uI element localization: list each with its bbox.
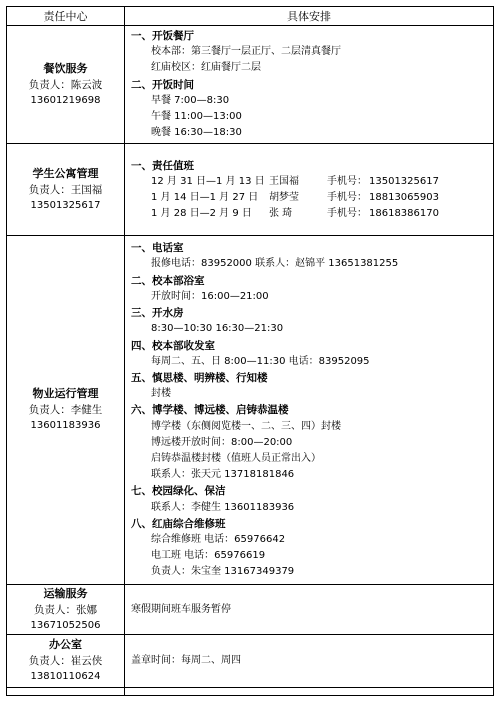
detail-line: 负责人：朱宝奎 13167349379 (151, 566, 295, 578)
detail-line: 午餐 11:00—13:00 (151, 111, 242, 123)
section-heading: 二、校本部浴室 (131, 274, 205, 287)
detail-line: 电工班 电话：65976619 (151, 550, 266, 562)
detail-line: 晚餐 16:30—18:30 (151, 127, 242, 139)
property-person: 负责人：李健生 (28, 404, 103, 417)
section-heading: 一、开饭餐厅 (131, 30, 194, 42)
property-details (125, 236, 494, 585)
property-phone: 13601183936 (30, 420, 101, 432)
office-text: 盖章时间：每周二、周四 (131, 655, 241, 667)
header-arrangement: 具体安排 (125, 7, 494, 26)
schedule-table (6, 6, 494, 696)
header-row (7, 7, 494, 26)
office-details (125, 635, 494, 688)
property-center-cell (7, 236, 125, 585)
dining-center-cell (7, 26, 125, 144)
section-heading: 八、红庙综合维修班 (131, 517, 226, 530)
duty-name: 张 琦 (269, 208, 293, 220)
duty-dates: 1 月 14 日—1 月 27 日 (151, 191, 259, 203)
duty-name: 胡梦莹 (269, 191, 299, 203)
detail-line: 封楼 (151, 388, 171, 400)
dorm-person: 负责人：王国福 (28, 183, 103, 196)
duty-row (131, 190, 493, 206)
detail-line: 联系人：李健生 13601183936 (151, 501, 295, 513)
office-person: 负责人：崔云侠 (28, 655, 103, 668)
duty-dates: 12 月 31 日—1 月 13 日 (151, 175, 265, 187)
duty-phone: 13501325617 (369, 175, 439, 187)
transport-person: 负责人：张娜 (34, 603, 97, 616)
transport-text: 寒假期间班车服务暂停 (131, 603, 231, 615)
header-center: 责任中心 (7, 7, 125, 26)
duty-phone-label: 手机号： (327, 191, 367, 203)
duty-name: 王国福 (269, 175, 299, 187)
dining-person: 负责人：陈云波 (28, 78, 103, 91)
section-heading: 二、开饭时间 (131, 78, 194, 91)
detail-line: 博学楼（东侧阅览楼一、二、三、四）封楼 (151, 420, 341, 432)
section-heading: 三、开水房 (131, 307, 184, 320)
dining-details (125, 26, 494, 144)
dorm-details (125, 144, 494, 236)
schedule-sheet (6, 6, 493, 707)
detail-line: 博远楼开放时间：8:00—20:00 (151, 436, 293, 448)
dorm-center-cell (7, 144, 125, 236)
dorm-title: 学生公寓管理 (32, 166, 99, 180)
row-office (7, 635, 494, 688)
duty-phone: 18618386170 (369, 208, 439, 220)
transport-phone: 13671052506 (30, 619, 101, 631)
office-title: 办公室 (49, 638, 82, 652)
trailing-cell-right (125, 688, 494, 696)
duty-phone-label: 手机号： (327, 175, 367, 187)
section-heading: 七、校园绿化、保洁 (131, 485, 226, 498)
duty-row (131, 174, 493, 190)
trailing-cell-left (7, 688, 125, 696)
row-trailing (7, 688, 494, 696)
row-property (7, 236, 494, 585)
detail-line: 每周二、五、日 8:00—11:30 电话：83952095 (151, 355, 370, 367)
office-phone: 13810110624 (30, 671, 101, 683)
detail-line: 报修电话：83952000 联系人：赵锦平 13651381255 (151, 258, 399, 270)
transport-center-cell (7, 585, 125, 635)
detail-line: 校本部：第三餐厅一层正厅、二层清真餐厅 (151, 46, 341, 58)
detail-line: 早餐 7:00—8:30 (151, 94, 230, 106)
duty-row (131, 206, 493, 222)
detail-line: 综合维修班 电话：65976642 (151, 533, 286, 545)
transport-title: 运输服务 (43, 586, 88, 600)
detail-line: 联系人：张天元 13718181846 (151, 469, 295, 481)
duty-phone-label: 手机号： (327, 208, 367, 220)
section-heading: 五、慎思楼、明辨楼、行知楼 (131, 371, 268, 384)
section-heading: 四、校本部收发室 (131, 339, 215, 352)
row-transport (7, 585, 494, 635)
row-dining (7, 26, 494, 144)
dorm-duty-heading: 一、责任值班 (131, 159, 194, 172)
duty-phone: 18813065903 (369, 191, 439, 203)
detail-line: 红庙校区：红庙餐厅二层 (151, 62, 261, 74)
detail-line: 8:30—10:30 16:30—21:30 (151, 323, 284, 335)
row-dorm (7, 144, 494, 236)
transport-details (125, 585, 494, 635)
dining-title: 餐饮服务 (43, 61, 88, 75)
property-title: 物业运行管理 (32, 387, 99, 401)
dorm-phone: 13501325617 (30, 199, 101, 211)
dining-phone: 13601219698 (30, 94, 101, 106)
section-heading: 一、电话室 (131, 242, 184, 255)
office-center-cell (7, 635, 125, 688)
duty-dates: 1 月 28 日—2 月 9 日 (151, 208, 252, 220)
detail-line: 开放时间：16:00—21:00 (151, 290, 269, 302)
section-heading: 六、博学楼、博远楼、启铸恭温楼 (131, 404, 289, 417)
detail-line: 启铸恭温楼封楼（值班人员正常出入） (151, 452, 321, 464)
